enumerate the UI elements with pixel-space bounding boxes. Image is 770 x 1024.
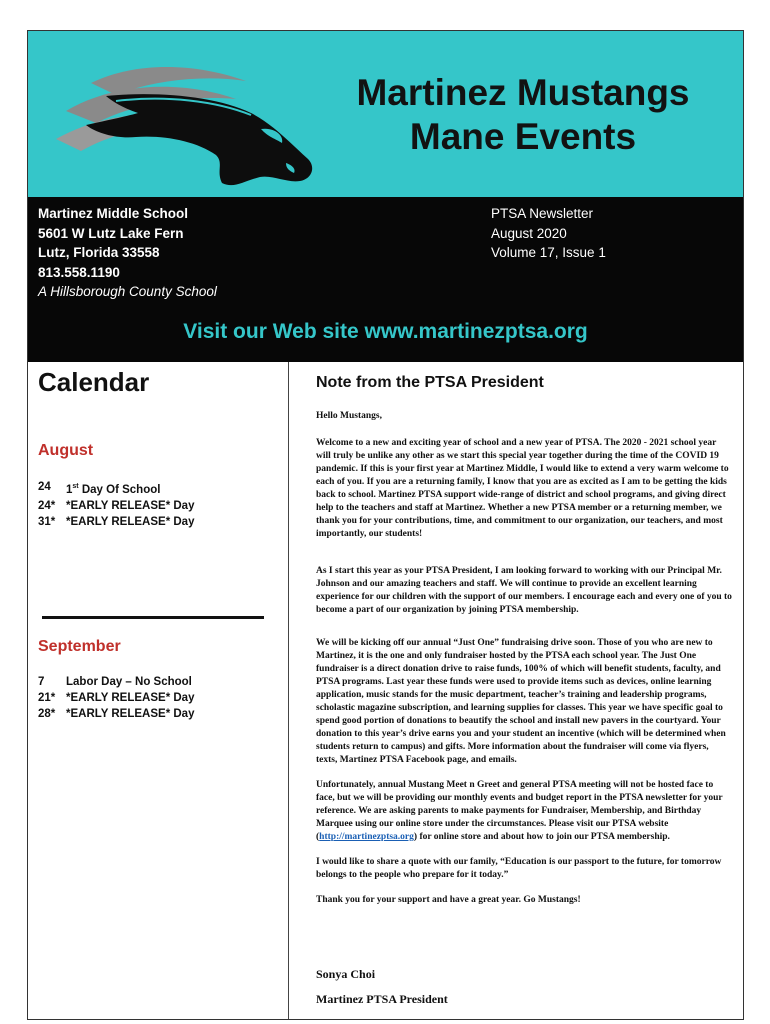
event-label: Labor Day – No School (66, 676, 192, 688)
event-day: 31* (38, 515, 56, 528)
event-label: *EARLY RELEASE* Day (66, 499, 195, 512)
header-banner (28, 31, 743, 197)
letter-paragraph: We will be kicking off our annual “Just One” fundraising drive soon. Those of you who are new to Martinez, it is the one and only fundraiser hosted by the PTSA each school year. The Just One fundraiser is a direct donation drive to raise funds, 100% of which will benefit students, faculty, and PTSA programs. Last year these funds were used to provide items such as devices, online learning application, music stands for the music department, teacher’s training and leadership programs, scholastic magazine subscription, and learning supplies for classes. This year we have specific goal to spend good portion of donations to beautify the school and install new pavers in the courtyard. Your donation to this year’s drive earns you and your student an incentive (which will be determined when students return to campus) and gifts. More information about the fundraiser will come via flyers, texts, Martinez PTSA Facebook page, and emails. (316, 638, 726, 765)
letter-greeting: Hello Mustangs, (316, 411, 382, 421)
mustang-logo (46, 51, 316, 191)
event-row (38, 706, 194, 722)
month-september: September (38, 638, 121, 655)
ptsa-website-link[interactable]: http://martinezptsa.org (319, 832, 414, 842)
president-letter (316, 410, 732, 919)
letter-paragraph: I would like to share a quote with our family, “Education is our passport to the future, for tomorrow belongs to the people who prepare for it today.” (316, 857, 722, 880)
event-label: *EARLY RELEASE* Day (66, 692, 195, 704)
calendar-column (28, 362, 278, 1019)
event-day: 21* (38, 692, 56, 704)
letter-text: ) for online store and about how to join our PTSA membership. (413, 832, 670, 842)
event-label: *EARLY RELEASE* Day (66, 708, 195, 720)
event-text: Day Of School (78, 483, 161, 496)
signature-title: Martinez PTSA President (316, 992, 448, 1006)
event-day: 28* (38, 708, 56, 720)
month-august: August (38, 442, 94, 459)
event-row (38, 498, 194, 514)
event-day: 7 (38, 676, 45, 688)
event-row (38, 514, 194, 530)
school-address (38, 204, 217, 302)
event-row (38, 690, 194, 706)
column-divider (288, 362, 289, 1019)
event-row (38, 674, 194, 690)
letter-paragraph (316, 779, 732, 844)
newsletter-page (27, 30, 744, 1020)
info-bar (28, 197, 743, 362)
newsletter-volume: Volume 17, Issue 1 (491, 245, 606, 260)
note-title: Note from the PTSA President (316, 374, 544, 391)
school-street: 5601 W Lutz Lake Fern (38, 225, 184, 241)
school-phone: 813.558.1190 (38, 264, 120, 280)
letter-paragraph: Thank you for your support and have a great year. Go Mustangs! (316, 895, 581, 905)
letter-paragraph: As I start this year as your PTSA President, I am looking forward to working with our Principal Mr. Johnson and our amazing teachers and staff. We will continue to provide an excellent learning experience for our children with the support of our members. I encourage each and every one of you to become a part of our organization by joining PTSA membership. (316, 566, 732, 615)
letter-text: Unfortunately, annual Mustang Meet n Greet and general PTSA meeting will not be hosted face to face, but we will be providing our monthly events and budget report in the PTSA newsletter for your reference. We are asking parents to make payments for Fundraiser, Membership, and Birthday Marquee using our online store under the circumstances. Please visit our PTSA website ( (316, 780, 723, 842)
event-label: *EARLY RELEASE* Day (66, 515, 195, 528)
calendar-divider (42, 616, 264, 619)
school-county: A Hillsborough County School (38, 284, 217, 299)
newsletter-title (318, 71, 728, 159)
august-events (38, 479, 194, 530)
calendar-title: Calendar (38, 367, 150, 397)
president-note-column (316, 362, 736, 1019)
newsletter-info (491, 204, 606, 263)
event-day: 24 (38, 481, 51, 493)
newsletter-date: August 2020 (491, 225, 567, 241)
newsletter-name: PTSA Newsletter (491, 206, 594, 221)
title-line-1: Martinez Mustangs (356, 72, 690, 113)
signature-name: Sonya Choi (316, 967, 376, 981)
school-city: Lutz, Florida 33558 (38, 245, 160, 260)
title-line-2: Mane Events (409, 116, 637, 157)
event-label (66, 479, 160, 498)
event-ordinal-suffix: st (72, 483, 79, 490)
website-banner[interactable]: Visit our Web site www.martinezptsa.org (183, 320, 588, 343)
september-events (38, 674, 194, 722)
letter-paragraph: Welcome to a new and exciting year of school and a new year of PTSA. The 2020 - 2021 school year will truly be unlike any other as we start this special year together during the time of the COVID 19 pandemic. If this is your first year at Martinez Middle, I would like to extend a very warm welcome to each of you. If you are a returning family, I know that you are as excited as I am to be getting the kids back to school. Martinez PTSA support wide-range of district and school programs, and giving direct help to the teachers and staff at Martinez. Whether a new PTSA member or a returning member, we thank you for your contributions, time, and commitment to our organization, our teachers, and most importantly, our students! (316, 438, 729, 539)
event-row (38, 479, 194, 498)
event-day: 24* (38, 499, 56, 512)
school-name: Martinez Middle School (38, 206, 189, 221)
event-ordinal: 1 (66, 483, 73, 496)
